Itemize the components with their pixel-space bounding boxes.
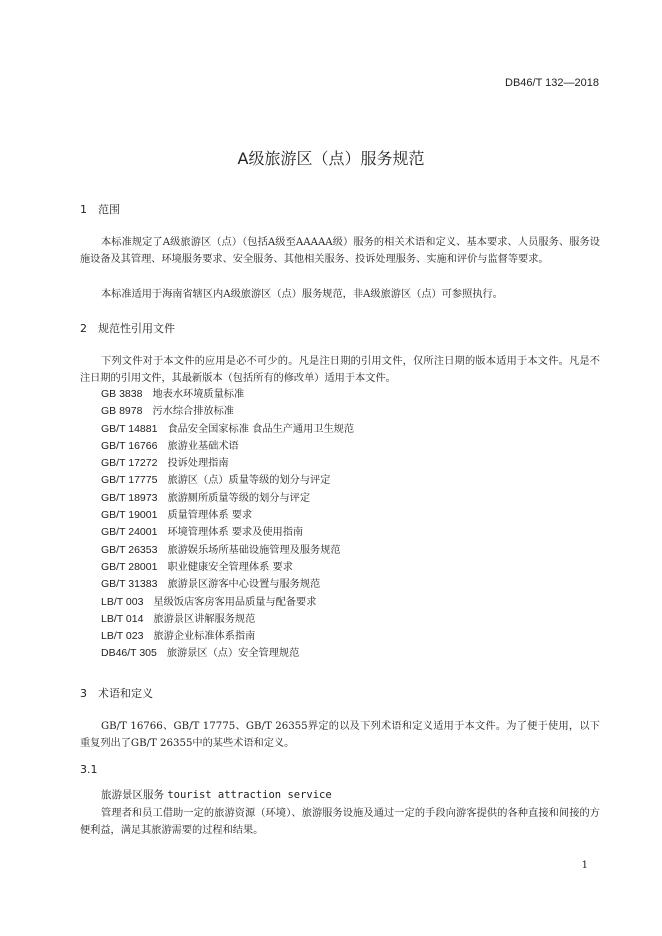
reference-code: GB/T 17775	[101, 474, 158, 487]
reference-item	[101, 507, 354, 524]
reference-item	[101, 490, 354, 507]
reference-name: 旅游业基础术语	[167, 440, 239, 452]
term-definition-paragraph: 管理者和员工借助一定的旅游资源（环境）、旅游服务设施及通过一定的手段向游客提供的各种直接和间接的方便利益，满足其旅游需要的过程和结果。	[80, 808, 600, 837]
reference-name: 质量管理体系 要求	[167, 510, 253, 522]
reference-code: GB/T 16766	[101, 439, 158, 452]
reference-item	[101, 542, 354, 559]
section-number: 2	[80, 322, 87, 335]
reference-name: 职业健康安全管理体系 要求	[167, 561, 293, 573]
scope-paragraph-2: 本标准适用于海南省辖区内A级旅游区（点）服务规范，非A级旅游区（点）可参照执行。	[101, 289, 503, 300]
reference-name: 旅游厕所质量等级的划分与评定	[167, 492, 311, 504]
clause-number: 3.1	[80, 763, 98, 776]
reference-code: GB/T 17272	[101, 457, 158, 470]
reference-item	[101, 576, 354, 593]
reference-item	[101, 628, 354, 645]
reference-code: GB/T 14881	[101, 422, 158, 435]
reference-name: 地表水环境质量标准	[152, 389, 245, 400]
section-heading-scope	[80, 201, 120, 217]
references-intro-paragraph: 下列文件对于本文件的应用是必不可少的。凡是注日期的引用文件，仅所注日期的版本适用于本文件。凡是不注日期的引用文件，其最新版本（包括所有的修改单）适用于本文件。	[80, 356, 600, 385]
reference-name: 食品安全国家标准 食品生产通用卫生规范	[167, 423, 355, 435]
reference-code: GB/T 28001	[101, 560, 158, 573]
reference-item	[101, 559, 354, 576]
reference-name: 旅游区（点）质量等级的划分与评定	[167, 475, 331, 487]
reference-item	[101, 386, 354, 403]
reference-name: 污水综合排放标准	[152, 406, 234, 418]
term-chinese: 旅游景区服务	[101, 789, 164, 801]
section-heading-terms	[80, 685, 153, 701]
scope-paragraph-1: 本标准规定了A级旅游区（点）（包括A级至AAAAA级）服务的相关术语和定义、基本要求、人员服务、服务设施设备及其管理、环境服务要求、安全服务、其他相关服务、投诉处理服务、实施和评价与监督等要求。	[80, 237, 600, 266]
reference-name: 环境管理体系 要求及使用指南	[167, 527, 304, 539]
section-title: 规范性引用文件	[98, 322, 175, 335]
reference-name: 星级饭店客房客用品质量与配备要求	[153, 596, 317, 608]
reference-code: LB/T 003	[101, 595, 144, 608]
reference-item	[101, 472, 354, 489]
reference-name: 旅游景区游客中心设置与服务规范	[167, 579, 321, 591]
reference-item	[101, 438, 354, 455]
reference-name: 旅游企业标准体系指南	[153, 631, 256, 643]
page-number: 1	[581, 860, 588, 871]
reference-item	[101, 645, 354, 662]
reference-name: 旅游景区讲解服务规范	[153, 613, 256, 625]
document-title: A级旅游区（点）服务规范	[237, 149, 425, 168]
reference-code: GB/T 31383	[101, 578, 158, 591]
reference-item	[101, 594, 354, 611]
reference-name: 旅游娱乐场所基础设施管理及服务规范	[167, 544, 341, 556]
reference-item	[101, 611, 354, 628]
reference-code: GB 8978	[101, 405, 143, 418]
reference-code: DB46/T 305	[101, 647, 157, 660]
terms-intro-paragraph: GB/T 16766、GB/T 17775、GB/T 26355界定的以及下列术语和定义适用于本文件。为了便于使用，以下重复列出了GB/T 26355中的某些术语和定义。	[80, 721, 600, 750]
section-title: 范围	[98, 203, 120, 216]
reference-list	[101, 386, 354, 663]
reference-item	[101, 524, 354, 541]
reference-code: GB 3838	[101, 388, 143, 400]
reference-code: GB/T 19001	[101, 509, 158, 522]
reference-item	[101, 455, 354, 472]
reference-item	[101, 421, 354, 438]
reference-code: GB/T 24001	[101, 526, 158, 539]
reference-code: GB/T 18973	[101, 491, 158, 504]
section-number: 3	[80, 687, 87, 700]
reference-name: 投诉处理指南	[167, 458, 229, 470]
term-english: tourist attraction service	[167, 789, 332, 801]
section-number: 1	[80, 203, 87, 216]
document-code: DB46/T 132—2018	[505, 77, 599, 89]
reference-item	[101, 403, 354, 420]
section-title: 术语和定义	[98, 687, 153, 700]
term-entry	[101, 787, 332, 802]
reference-code: LB/T 014	[101, 612, 144, 625]
section-heading-references	[80, 320, 175, 336]
reference-code: GB/T 26353	[101, 543, 158, 556]
reference-name: 旅游景区（点）安全管理规范	[166, 648, 300, 660]
reference-code: LB/T 023	[101, 630, 144, 643]
